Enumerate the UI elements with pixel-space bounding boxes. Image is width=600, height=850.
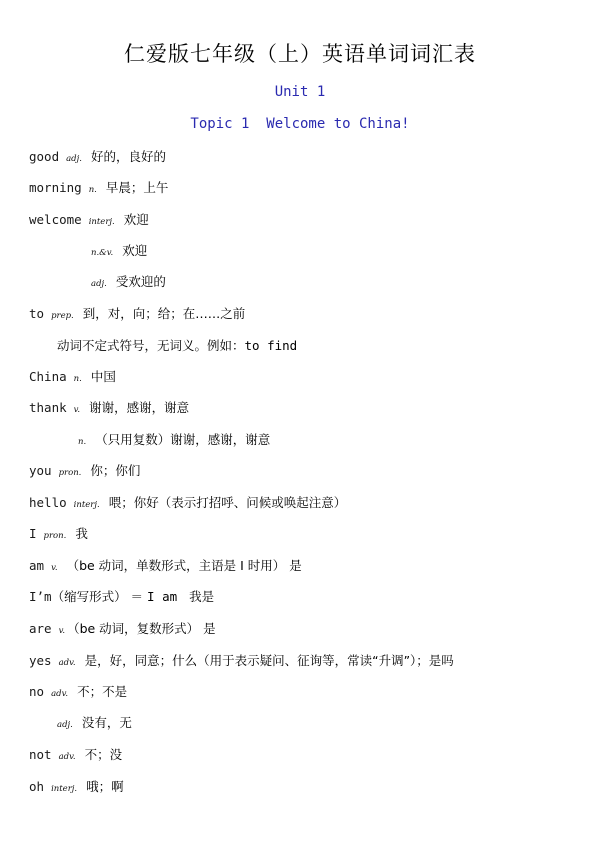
entry-meaning: 哦；啊 xyxy=(86,779,124,794)
entry-word: not xyxy=(29,747,52,762)
entry-pos: v. xyxy=(58,626,66,636)
entry-pos: adj. xyxy=(57,720,73,730)
entry-word: oh xyxy=(29,779,45,794)
entry-word: no xyxy=(29,684,45,699)
vocab-entry-thanks-noun xyxy=(78,430,270,450)
vocab-entry-good xyxy=(29,147,166,167)
entry-pos: adv. xyxy=(51,689,69,699)
entry-pos: prep. xyxy=(51,311,74,321)
entry-pos: adj. xyxy=(66,154,82,164)
entry-pos: n. xyxy=(73,374,82,384)
entry-word: thank xyxy=(29,400,67,415)
entry-pos: pron. xyxy=(58,468,82,478)
entry-example: to find xyxy=(244,338,298,353)
entry-meaning-extra: 我是 xyxy=(189,589,215,604)
entry-pos: interj. xyxy=(51,784,78,794)
unit-heading: Unit 1 xyxy=(274,84,326,100)
entry-meaning: 欢迎 xyxy=(123,212,149,227)
vocab-entry-welcome xyxy=(29,210,149,230)
vocab-entry-hello xyxy=(29,493,346,513)
entry-word: welcome xyxy=(29,212,82,227)
entry-word: China xyxy=(29,369,67,384)
vocab-entry-thank xyxy=(29,398,189,418)
vocab-entry-im xyxy=(29,587,214,607)
vocab-entry-are xyxy=(29,619,216,639)
entry-meaning: 不；没 xyxy=(84,747,123,762)
entry-word: I xyxy=(29,526,37,541)
vocab-entry-welcome-adj xyxy=(91,272,166,292)
entry-pos: n. xyxy=(88,185,97,195)
entry-meaning: 好的，良好的 xyxy=(90,149,166,164)
entry-meaning: 你；你们 xyxy=(90,463,141,478)
entry-meaning: 欢迎 xyxy=(122,243,148,258)
entry-word: good xyxy=(29,149,60,164)
entry-pos: adv. xyxy=(58,658,76,668)
entry-meaning: 喂；你好（表示打招呼、问候或唤起注意） xyxy=(108,495,347,510)
entry-word: you xyxy=(29,463,52,478)
vocab-entry-welcome-noun xyxy=(91,241,147,261)
vocab-entry-not xyxy=(29,745,122,765)
entry-meaning: 是，好，同意；什么（用于表示疑问、征询等，常读“升调”）；是吗 xyxy=(84,653,454,668)
entry-pos: adj. xyxy=(91,279,107,289)
vocab-entry-yes xyxy=(29,651,454,671)
entry-pos: n.&v. xyxy=(91,248,114,258)
entry-word: I’m xyxy=(29,589,52,604)
vocab-entry-china xyxy=(29,367,116,387)
entry-meaning: （只用复数）谢谢，感谢，谢意 xyxy=(95,432,271,447)
entry-word: am xyxy=(29,558,45,573)
entry-word: are xyxy=(29,621,52,636)
entry-word: yes xyxy=(29,653,52,668)
entry-meaning: 动词不定式符号，无词义。例如： xyxy=(57,338,245,353)
entry-meaning: 中国 xyxy=(90,369,116,384)
entry-meaning: 不；不是 xyxy=(77,684,128,699)
entry-meaning: 到，对，向；给；在……之前 xyxy=(82,306,246,321)
entry-meaning: （be 动词，单数形式，主语是 I 时用） 是 xyxy=(66,558,302,573)
page-title: 仁爱版七年级（上）英语单词词汇表 xyxy=(124,42,476,66)
entry-word: morning xyxy=(29,180,82,195)
entry-pos: n. xyxy=(78,437,87,447)
vocab-entry-to xyxy=(29,304,245,324)
vocab-entry-morning xyxy=(29,178,168,198)
entry-example: I am xyxy=(147,589,178,604)
entry-meaning: 没有，无 xyxy=(81,715,132,730)
entry-word: hello xyxy=(29,495,67,510)
entry-meaning: 谢谢，感谢，谢意 xyxy=(89,400,190,415)
entry-pos: interj. xyxy=(88,217,115,227)
entry-pos: adv. xyxy=(58,752,76,762)
entry-word: to xyxy=(29,306,45,321)
vocab-entry-you xyxy=(29,461,140,481)
entry-meaning: （缩写形式） ＝ xyxy=(51,589,144,604)
vocab-entry-no-adj xyxy=(57,713,132,733)
entry-meaning: 早晨；上午 xyxy=(105,180,169,195)
entry-pos: pron. xyxy=(43,531,67,541)
entry-pos: v. xyxy=(73,405,81,415)
vocab-entry-to-infinitive xyxy=(57,336,297,356)
entry-meaning: （be 动词，复数形式） 是 xyxy=(67,621,216,636)
entry-pos: interj. xyxy=(73,500,100,510)
entry-meaning: 受欢迎的 xyxy=(115,274,166,289)
vocab-entry-no xyxy=(29,682,127,702)
vocab-entry-i xyxy=(29,524,88,544)
entry-pos: v. xyxy=(51,563,58,573)
vocab-entry-am xyxy=(29,556,302,576)
vocab-entry-oh xyxy=(29,777,124,797)
entry-meaning: 我 xyxy=(75,526,88,541)
topic-heading: Topic 1 Welcome to China! xyxy=(190,116,410,132)
